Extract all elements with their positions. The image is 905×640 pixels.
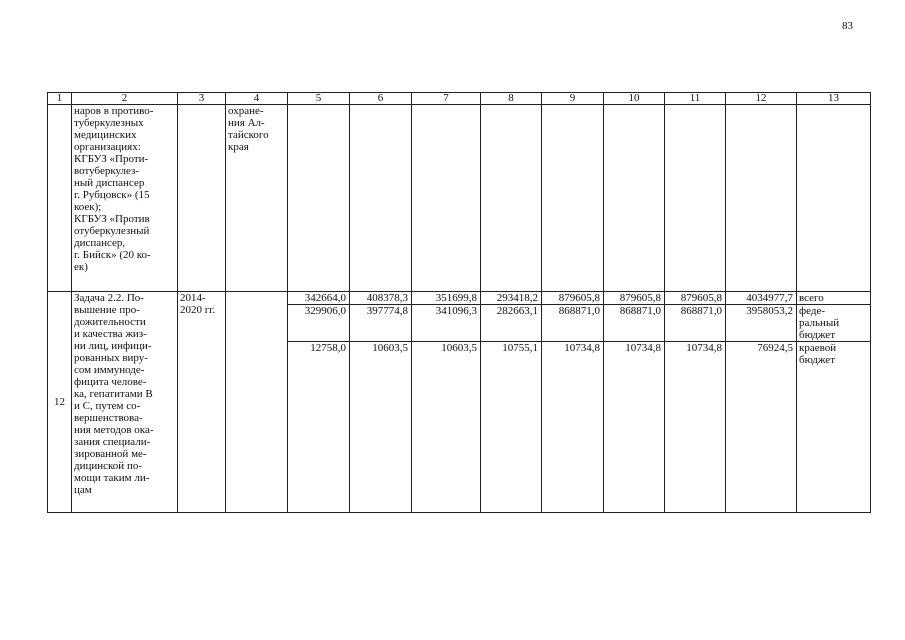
task-line: цам — [74, 484, 92, 496]
executor-cell — [226, 292, 288, 513]
value-cell: 879605,8 — [604, 292, 665, 305]
task-line: Задача 2.2. По- — [74, 292, 144, 304]
value-cell — [412, 105, 481, 292]
header-cell: 8 — [481, 93, 542, 105]
period-line: 2020 гг. — [180, 304, 216, 316]
value-cell — [604, 105, 665, 292]
description-line: наров в противо- — [74, 105, 154, 117]
value-cell: 10603,5 — [412, 342, 481, 513]
source-cell — [797, 105, 871, 292]
source-line: бюджет — [799, 354, 835, 366]
description-line: отуберкулезный — [74, 225, 150, 237]
header-cell: 12 — [726, 93, 797, 105]
description-line: организациях: — [74, 141, 141, 153]
description-line: диспансер, — [74, 237, 126, 249]
period-cell — [178, 105, 226, 292]
description-line: коек); — [74, 201, 102, 213]
description-line: медицинских — [74, 129, 137, 141]
value-cell: 293418,2 — [481, 292, 542, 305]
header-cell: 10 — [604, 93, 665, 105]
value-cell: 408378,3 — [350, 292, 412, 305]
task-line: рованных виру- — [74, 352, 148, 364]
value-cell: 10734,8 — [665, 342, 726, 513]
header-cell: 3 — [178, 93, 226, 105]
header-cell: 9 — [542, 93, 604, 105]
value-cell: 868871,0 — [542, 305, 604, 342]
value-cell: 4034977,7 — [726, 292, 797, 305]
value-cell: 342664,0 — [288, 292, 350, 305]
row-number-cell — [48, 105, 72, 292]
task-line: дицинской по- — [74, 460, 142, 472]
executor-line: охране- — [228, 105, 264, 117]
value-cell: 12758,0 — [288, 342, 350, 513]
task-line: фицита челове- — [74, 376, 147, 388]
task-line: мощи таким ли- — [74, 472, 150, 484]
header-cell: 5 — [288, 93, 350, 105]
description-line: ек) — [74, 261, 88, 273]
task-line: ния методов ока- — [74, 424, 154, 436]
value-cell: 351699,8 — [412, 292, 481, 305]
measure-description-cell — [72, 105, 178, 292]
value-cell — [665, 105, 726, 292]
task-line: зания специали- — [74, 436, 151, 448]
value-cell: 868871,0 — [604, 305, 665, 342]
description-line: ный диспансер — [74, 177, 145, 189]
value-cell: 10755,1 — [481, 342, 542, 513]
task-line: и качества жиз- — [74, 328, 147, 340]
value-cell: 10734,8 — [542, 342, 604, 513]
source-line: феде- — [799, 305, 826, 317]
header-cell: 11 — [665, 93, 726, 105]
executor-cell — [226, 105, 288, 292]
page-number: 83 — [842, 20, 853, 32]
description-line: туберкулезных — [74, 117, 144, 129]
task-line: зированной ме- — [74, 448, 147, 460]
header-cell: 4 — [226, 93, 288, 105]
source-cell — [797, 305, 871, 342]
header-row — [48, 93, 871, 105]
value-cell — [481, 105, 542, 292]
table-row — [48, 292, 871, 305]
value-cell — [288, 105, 350, 292]
header-cell: 6 — [350, 93, 412, 105]
executor-line: ния Ал- — [228, 117, 265, 129]
task-line: сом иммуноде- — [74, 364, 145, 376]
header-cell: 7 — [412, 93, 481, 105]
value-cell: 10734,8 — [604, 342, 665, 513]
value-cell: 10603,5 — [350, 342, 412, 513]
value-cell: 282663,1 — [481, 305, 542, 342]
period-line: 2014- — [180, 292, 206, 304]
description-line: КГБУЗ «Проти- — [74, 153, 149, 165]
task-line: вышение про- — [74, 304, 140, 316]
task-line: и С, путем со- — [74, 400, 141, 412]
description-line: г. Рубцовск» (15 — [74, 189, 150, 201]
task-line: дожительности — [74, 316, 146, 328]
task-line: вершенствова- — [74, 412, 143, 424]
source-cell — [797, 292, 871, 305]
value-cell — [542, 105, 604, 292]
executor-line: тайского — [228, 129, 269, 141]
source-line: ральный — [799, 317, 840, 329]
task-description-cell — [72, 292, 178, 513]
value-cell: 3958053,2 — [726, 305, 797, 342]
header-cell: 13 — [797, 93, 871, 105]
source-line: краевой — [799, 342, 837, 354]
value-cell: 341096,3 — [412, 305, 481, 342]
value-cell — [726, 105, 797, 292]
task-line: ка, гепатитами В — [74, 388, 153, 400]
row-number-cell: 12 — [48, 292, 72, 513]
task-line: ни лиц, инфици- — [74, 340, 152, 352]
source-cell — [797, 342, 871, 513]
value-cell: 868871,0 — [665, 305, 726, 342]
budget-table — [47, 92, 871, 513]
executor-line: края — [228, 141, 249, 153]
description-line: КГБУЗ «Против — [74, 213, 150, 225]
source-line: всего — [799, 292, 824, 304]
value-cell: 879605,8 — [542, 292, 604, 305]
header-cell: 1 — [48, 93, 72, 105]
header-cell: 2 — [72, 93, 178, 105]
value-cell: 879605,8 — [665, 292, 726, 305]
value-cell — [350, 105, 412, 292]
description-line: вотуберкулез- — [74, 165, 140, 177]
period-cell — [178, 292, 226, 513]
value-cell: 397774,8 — [350, 305, 412, 342]
source-line: бюджет — [799, 329, 835, 341]
value-cell: 76924,5 — [726, 342, 797, 513]
value-cell: 329906,0 — [288, 305, 350, 342]
continued-row — [48, 105, 871, 292]
description-line: г. Бийск» (20 ко- — [74, 249, 151, 261]
